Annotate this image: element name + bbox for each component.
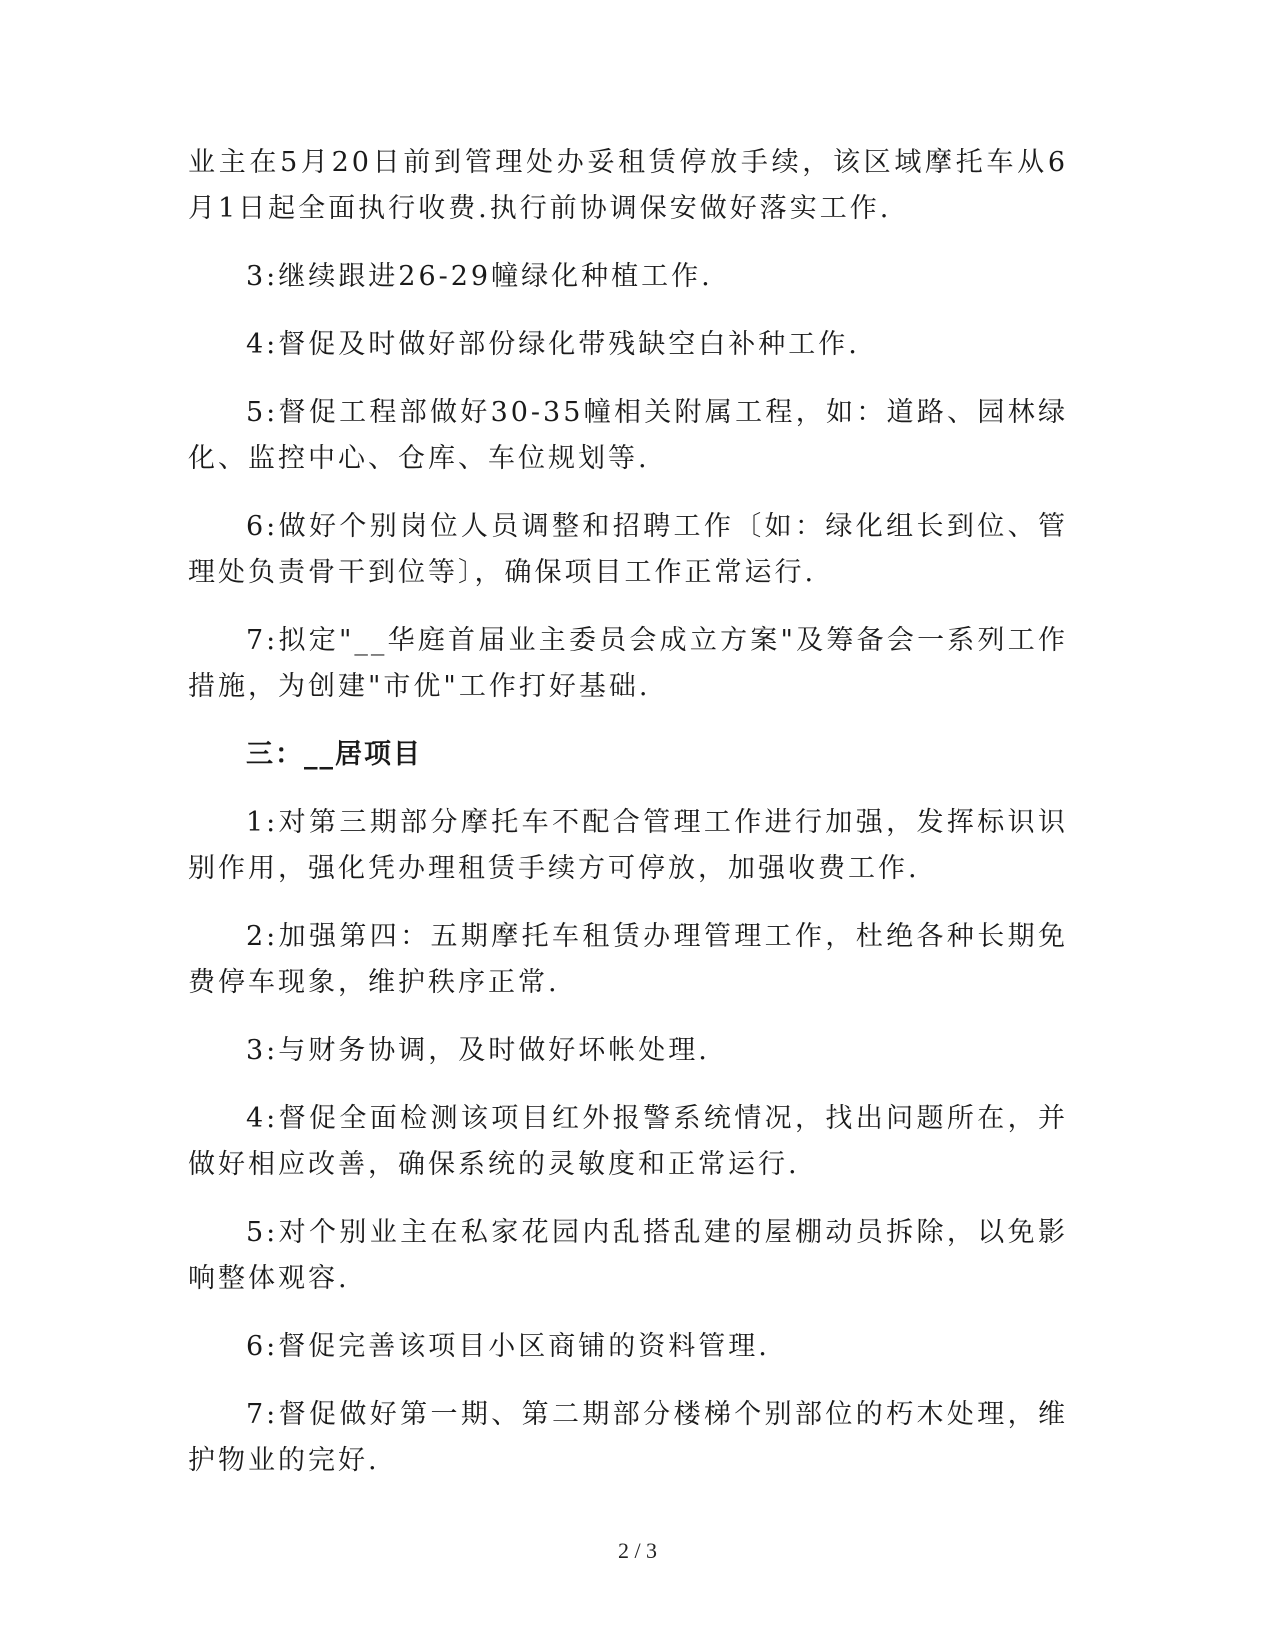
list-item: 3:继续跟进26-29幢绿化种植工作. xyxy=(246,261,713,292)
list-item: 3:与财务协调，及时做好坏帐处理. xyxy=(246,1035,710,1066)
list-item: 4:督促及时做好部份绿化带残缺空白补种工作. xyxy=(246,329,860,360)
paragraph-continuation: 业主在5月20日前到管理处办妥租赁停放手续，该区域摩托车从6月1日起全面执行收费.执行前协调保安做好落实工作. xyxy=(188,147,1068,224)
list-item: 7:督促做好第一期、第二期部分楼梯个别部位的朽木处理，维护物业的完好. xyxy=(188,1399,1068,1476)
list-item: 6:督促完善该项目小区商铺的资料管理. xyxy=(246,1331,770,1362)
list-item: 5:对个别业主在私家花园内乱搭乱建的屋棚动员拆除，以免影响整体观容. xyxy=(188,1217,1068,1294)
list-item: 4:督促全面检测该项目红外报警系统情况，找出问题所在，并做好相应改善，确保系统的灵敏度和正常运行. xyxy=(188,1103,1068,1180)
list-item: 2:加强第四：五期摩托车租赁办理管理工作，杜绝各种长期免费停车现象，维护秩序正常. xyxy=(188,921,1068,998)
list-item: 1:对第三期部分摩托车不配合管理工作进行加强，发挥标识识别作用，强化凭办理租赁手续方可停放，加强收费工作. xyxy=(188,807,1068,884)
list-item: 6:做好个别岗位人员调整和招聘工作〔如：绿化组长到位、管理处负责骨干到位等〕，确保项目工作正常运行. xyxy=(188,511,1068,588)
list-item: 7:拟定"__华庭首届业主委员会成立方案"及筹备会一系列工作措施，为创建"市优"工作打好基础. xyxy=(188,625,1068,702)
list-item: 5:督促工程部做好30-35幢相关附属工程，如：道路、园林绿化、监控中心、仓库、车位规划等. xyxy=(188,397,1068,474)
document-body xyxy=(188,140,1068,1506)
section-heading: 三：__居项目 xyxy=(246,739,422,770)
page-number: 2 / 3 xyxy=(617,1538,658,1563)
